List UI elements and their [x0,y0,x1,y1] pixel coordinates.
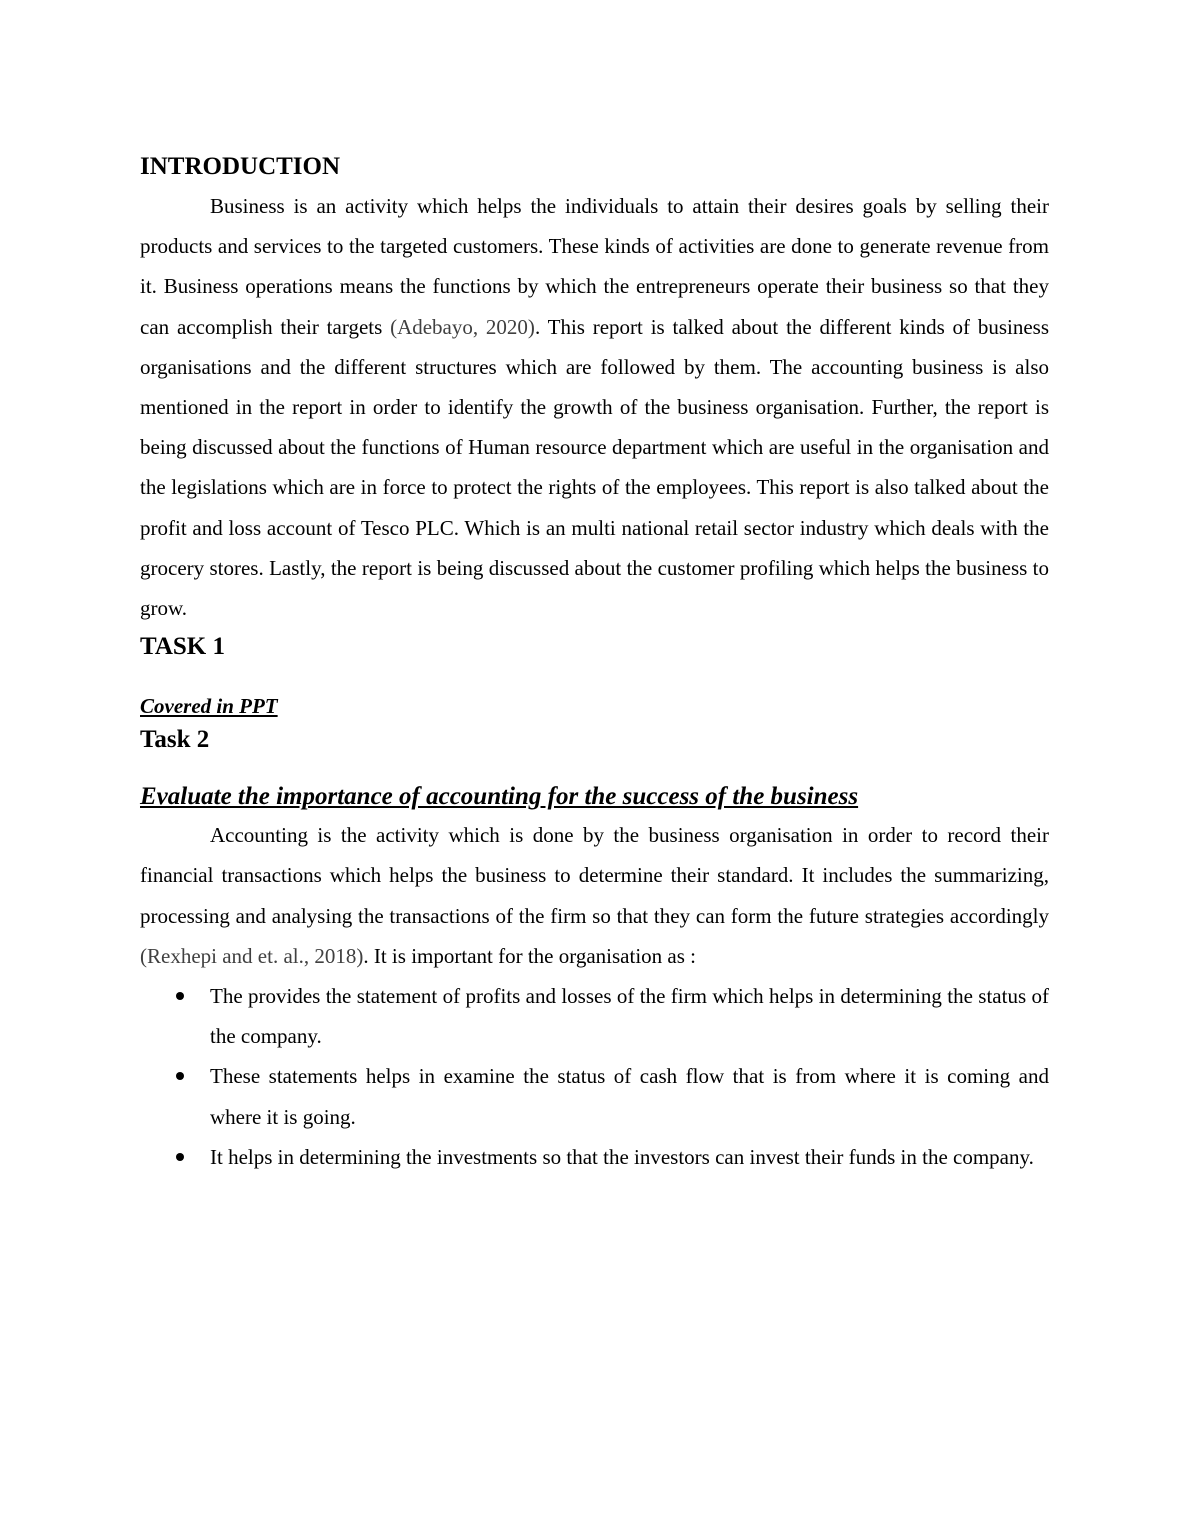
introduction-paragraph [140,186,1049,628]
task2-subheading: Evaluate the importance of accounting for the success of the business [140,783,859,811]
importance-list [140,976,1049,1177]
list-item [140,976,1049,1056]
bullet-icon [176,1153,184,1161]
list-item-text: The provides the statement of profits and losses of the firm which helps in determining the status of the company. [210,984,1049,1049]
accounting-citation: (Rexhepi and et. al., 2018) [140,943,364,968]
intro-citation: (Adebayo, 2020) [390,314,535,339]
task2-heading: Task 2 [140,726,210,754]
task1-heading: TASK 1 [140,633,225,661]
document-page [140,148,1049,1177]
accounting-text-part2: . It is important for the organisation as : [363,943,696,968]
introduction-heading: INTRODUCTION [140,153,341,180]
list-item [140,1056,1049,1136]
bullet-icon [176,992,184,1000]
intro-text-part1: Business is an activity which helps the individuals to attain their desires goals by selling their products and services to the targeted customers. These kinds of activities are done to generate revenue from it. Business operations means the functions by which the entrepreneurs operate their business so that they can accomplish their targets [140,194,1049,339]
list-item-text: These statements helps in examine the status of cash flow that is from where it is coming and where it is going. [210,1064,1049,1129]
list-item-text: It helps in determining the investments so that the investors can invest their funds in the company. [210,1144,1034,1169]
bullet-icon [176,1072,184,1080]
accounting-text-part1: Accounting is the activity which is done by the business organisation in order to record their financial transactions which helps the business to determine their standard. It includes the summarizing, processing and analysing the transactions of the firm so that they can form the future strategies accordingly [140,823,1049,928]
intro-text-part2: . This report is talked about the different kinds of business organisations and the different structures which are followed by them. The accounting business is also mentioned in the report in order to identify the growth of the business organisation. Further, the report is being discussed about the functions of Human resource department which are useful in the organisation and the legislations which are in force to protect the rights of the employees. This report is also talked about the profit and loss account of Tesco PLC. Which is an multi national retail sector industry which deals with the grocery stores. Lastly, the report is being discussed about the customer profiling which helps the business to grow. [140,314,1050,621]
task1-note: Covered in PPT [140,694,278,719]
list-item [140,1137,1049,1177]
accounting-paragraph [140,815,1049,976]
